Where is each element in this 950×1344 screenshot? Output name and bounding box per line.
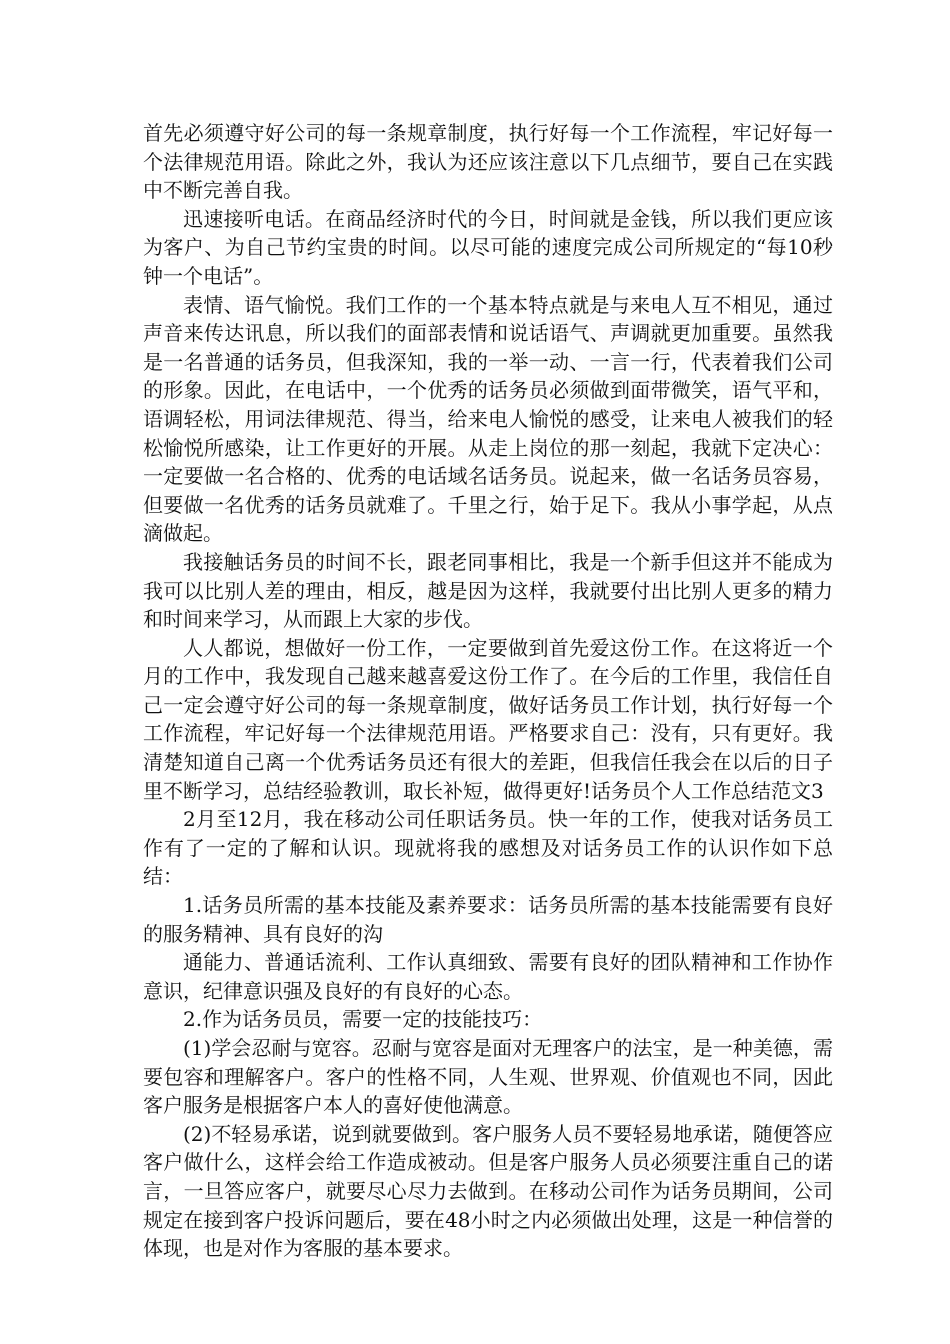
- paragraph-patience: (1)学会忍耐与宽容。忍耐与宽容是面对无理客户的法宝，是一种美德，需要包容和理解客户。客户的性格不同，人生观、世界观、价值观也不同，因此客户服务是根据客户本人的喜好使他满意。: [143, 1036, 833, 1118]
- document-body: [143, 119, 833, 1263]
- paragraph-techniques-heading: 2.作为话务员员，需要一定的技能技巧：: [183, 1007, 543, 1032]
- paragraph-promises: (2)不轻易承诺，说到就要做到。客户服务人员不要轻易地承诺，随便答应客户做什么，这样会给工作造成被动。但是客户服务人员必须要注重自己的诺言，一旦答应客户，就要尽心尽力去做到。在移动公司作为话务员期间，公司规定在接到客户投诉问题后，要在48小时之内必须做出处理，这是一种信誉的体现，也是对作为客服的基本要求。: [143, 1121, 833, 1261]
- paragraph-intro: 首先必须遵守好公司的每一条规章制度，执行好每一个工作流程，牢记好每一个法律规范用语。除此之外，我认为还应该注意以下几点细节，要自己在实践中不断完善自我。: [143, 121, 833, 203]
- paragraph-basic-skills: 1.话务员所需的基本技能及素养要求：话务员所需的基本技能需要有良好的服务精神、具有良好的沟: [143, 893, 833, 946]
- paragraph-pleasant-tone: 表情、语气愉悦。我们工作的一个基本特点就是与来电人互不相见，通过声音来传达讯息，所以我们的面部表情和说话语气、声调就更加重要。虽然我是一名普通的话务员，但我深知，我的一举一动、一言一行，代表着我们公司的形象。因此，在电话中，一个优秀的话务员必须做到面带微笑，语气平和，语调轻松，用词法律规范、得当，给来电人愉悦的感受，让来电人被我们的轻松愉悦所感染，让工作更好的开展。从走上岗位的那一刻起，我就下定决心：一定要做一名合格的、优秀的电话域名话务员。说起来，做一名话务员容易，但要做一名优秀的话务员就难了。千里之行，始于足下。我从小事学起，从点滴做起。: [143, 292, 833, 546]
- paragraph-answer-quickly: 迅速接听电话。在商品经济时代的今日，时间就是金钱，所以我们更应该为客户、为自己节约宝贵的时间。以尽可能的速度完成公司所规定的“每10秒钟一个电话”。: [143, 206, 833, 288]
- paragraph-skills-continued: 通能力、普通话流利、工作认真细致、需要有良好的团队精神和工作协作意识，纪律意识强及良好的有良好的心态。: [143, 950, 833, 1003]
- paragraph-mobile-company: 2月至12月，我在移动公司任职话务员。快一年的工作，使我对话务员工作有了一定的了解和认识。现就将我的感想及对话务员工作的认识作如下总结：: [143, 807, 833, 889]
- paragraph-new-employee: 我接触话务员的时间不长，跟老同事相比，我是一个新手但这并不能成为我可以比别人差的理由，相反，越是因为这样，我就要付出比别人更多的精力和时间来学习，从而跟上大家的步伐。: [143, 549, 833, 632]
- paragraph-love-work: 人人都说，想做好一份工作，一定要做到首先爱这份工作。在这将近一个月的工作中，我发现自己越来越喜爱这份工作了。在今后的工作里，我信任自己一定会遵守好公司的每一条规章制度，做好话务员工作计划，执行好每一个工作流程，牢记好每一个法律规范用语。严格要求自己：没有，只有更好。我清楚知道自己离一个优秀话务员还有很大的差距，但我信任我会在以后的日子里不断学习，总结经验教训，取长补短，做得更好!话务员个人工作总结范文3: [143, 635, 833, 803]
